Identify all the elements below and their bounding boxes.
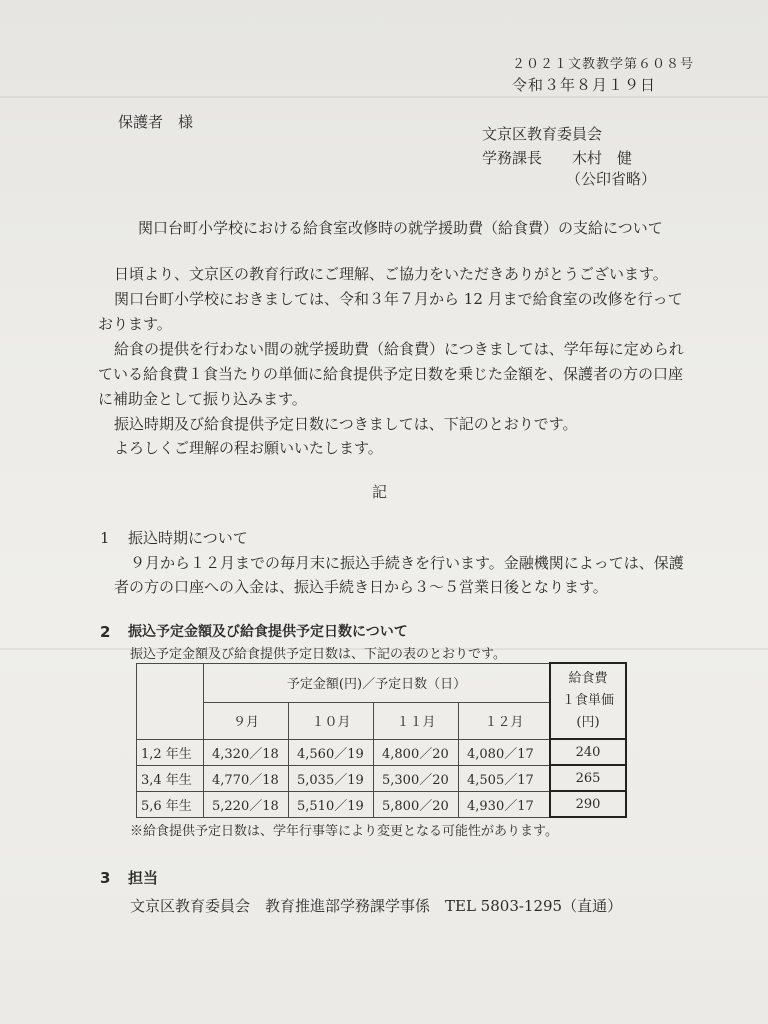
body-line: 日頃より、文京区の教育行政にご理解、ご協力をいただきありがとうございます。 <box>114 265 668 283</box>
unit-price-cell: 290 <box>550 791 626 817</box>
unit-price-cell: 265 <box>550 765 626 791</box>
subject: 関口台町小学校における給食室改修時の就学援助費（給食費）の支給について <box>138 219 663 237</box>
amount-cell: 4,560／19 <box>289 739 374 765</box>
body-line: に補助金として振り込みます。 <box>98 390 307 408</box>
section-2-number: 2 <box>100 623 111 641</box>
amount-cell: 5,510／19 <box>289 791 374 817</box>
recipient: 保護者 様 <box>118 113 194 131</box>
unit-price-header-line: １食単価 <box>561 693 614 708</box>
amount-cell: 4,320／18 <box>204 739 289 765</box>
section-1-line: ９月から１２月までの毎月末に振込手続きを行います。金融機関によっては、保護 <box>130 554 684 572</box>
body-line: 関口台町小学校におきましては、令和３年７月から 12 月まで給食室の改修を行って <box>114 290 683 308</box>
section-2-intro: 振込予定金額及び給食提供予定日数は、下記の表のとおりです。 <box>130 647 506 662</box>
grade-cell: 1,2 年生 <box>137 739 204 765</box>
section-1-line: 者の方の口座への入金は、振込手続き日から３～５営業日後となります。 <box>114 578 608 596</box>
month-header: １２月 <box>459 702 551 739</box>
paper-fold <box>0 96 768 98</box>
month-header: １０月 <box>289 702 374 739</box>
fee-table <box>136 662 627 818</box>
body-line: 給食の提供を行わない間の就学援助費（給食費）につきましては、学年毎に定められ <box>114 340 684 358</box>
table-row <box>137 791 627 817</box>
body-line: 振込時期及び給食提供予定日数につきましては、下記のとおりです。 <box>114 415 578 433</box>
table-corner-cell <box>137 663 204 739</box>
body-line: ている給食費１食当たりの単価に給食提供予定日数を乗じた金額を、保護者の方の口座 <box>98 365 684 383</box>
table-note: ※給食提供予定日数は、学年行事等により変更となる可能性があります。 <box>130 824 558 839</box>
table-row <box>137 739 627 765</box>
table-row <box>137 765 627 791</box>
month-header: １１月 <box>374 702 459 739</box>
amount-cell: 4,505／17 <box>459 765 551 791</box>
amount-cell: 4,930／17 <box>459 791 551 817</box>
section-1-number: 1 <box>100 529 110 547</box>
amount-cell: 5,800／20 <box>374 791 459 817</box>
amount-cell: 4,080／17 <box>459 739 551 765</box>
amount-cell: 5,300／20 <box>374 765 459 791</box>
amount-cell: 4,800／20 <box>374 739 459 765</box>
section-3-number: 3 <box>100 869 111 887</box>
amount-cell: 5,220／18 <box>204 791 289 817</box>
seal-note: （公印省略） <box>566 170 657 188</box>
ki-marker: 記 <box>372 483 388 501</box>
section-1-title: 振込時期について <box>128 529 248 547</box>
section-3-title: 担当 <box>128 869 159 887</box>
amount-cell: 5,035／19 <box>289 765 374 791</box>
month-header: ９月 <box>204 702 289 739</box>
table-group-header: 予定金額(円)／予定日数（日） <box>204 663 551 702</box>
unit-price-cell: 240 <box>550 739 626 765</box>
sender-organization: 文京区教育委員会 <box>482 125 603 143</box>
section-2-title: 振込予定金額及び給食提供予定日数について <box>128 624 408 640</box>
unit-price-header <box>550 663 626 739</box>
body-line: おります。 <box>98 315 172 333</box>
body-line: よろしくご理解の程お願いいたします。 <box>114 439 383 457</box>
grade-cell: 5,6 年生 <box>137 791 204 817</box>
document-number: ２０２１文教教学第６０８号 <box>512 57 695 72</box>
contact-line: 文京区教育委員会 教育推進部学務課学事係 TEL 5803-1295（直通） <box>130 897 623 915</box>
sender-title: 学務課長 木村 健 <box>482 149 633 167</box>
unit-price-header-line: 給食費 <box>568 671 608 686</box>
document-date: 令和３年８月１９日 <box>512 76 657 94</box>
amount-cell: 4,770／18 <box>204 765 289 791</box>
unit-price-header-line: (円) <box>576 715 600 730</box>
grade-cell: 3,4 年生 <box>137 765 204 791</box>
